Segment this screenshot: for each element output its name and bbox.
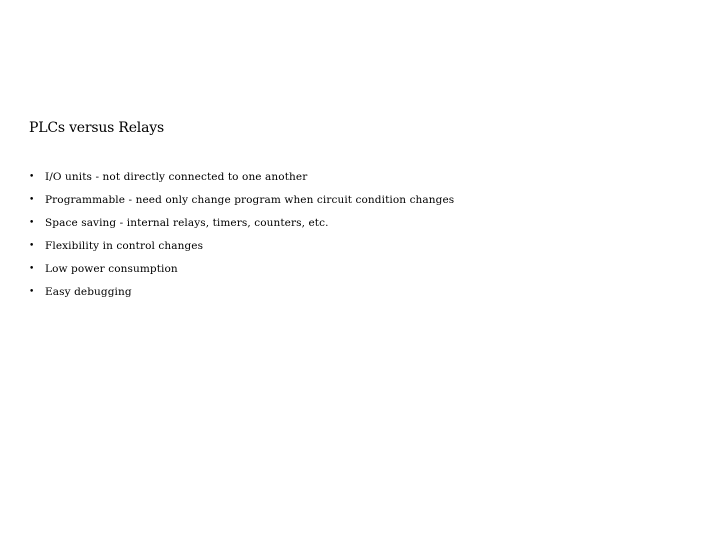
bullet-text: Programmable - need only change program when circuit condition changes [45,193,455,206]
bullet-text: Low power consumption [45,262,178,275]
bullet-item [29,234,454,257]
bullet-item [29,211,454,234]
bullet-icon: • [29,240,35,251]
bullet-icon: • [29,217,35,228]
bullet-text: Space saving - internal relays, timers, counters, etc. [45,216,329,229]
bullet-text: Flexibility in control changes [45,239,204,252]
bullet-icon: • [29,263,35,274]
bullet-icon: • [29,171,35,182]
bullet-item [29,257,454,280]
bullet-icon: • [29,194,35,205]
bullet-icon: • [29,286,35,297]
bullet-item [29,280,454,303]
bullet-item [29,165,454,188]
bullet-list [29,165,454,303]
bullet-item [29,188,454,211]
slide-title: PLCs versus Relays [29,120,164,136]
bullet-text: Easy debugging [45,285,132,298]
bullet-text: I/O units - not directly connected to one another [45,170,308,183]
